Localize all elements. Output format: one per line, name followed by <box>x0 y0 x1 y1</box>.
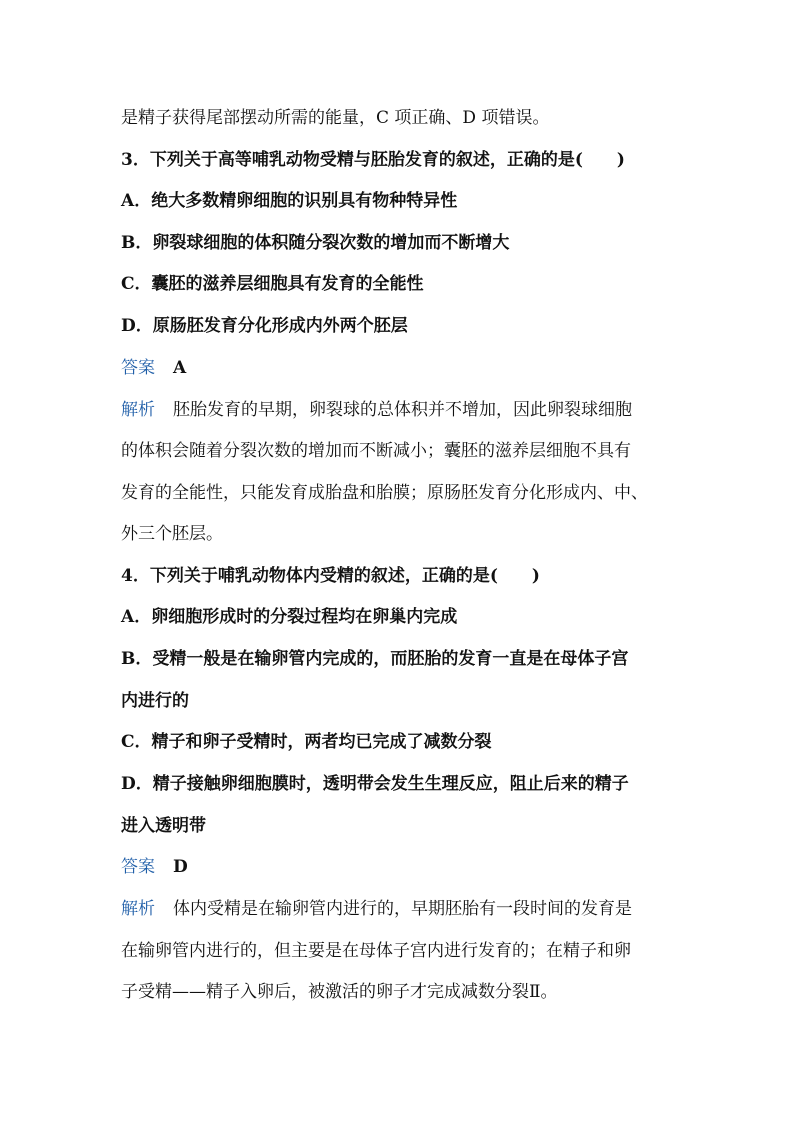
q3-analysis-line: 的体积会随着分裂次数的增加而不断减小；囊胚的滋养层细胞不具有 <box>121 441 631 461</box>
q4-answer-label: 答案 <box>121 857 155 877</box>
q4-option-a: A．卵细胞形成时的分裂过程均在卵巢内完成 <box>121 607 458 627</box>
q3-analysis-label: 解析 <box>121 400 155 420</box>
q3-analysis-row <box>121 399 681 421</box>
q4-option-c: C．精子和卵子受精时，两者均已完成了减数分裂 <box>121 732 492 752</box>
q4-option-d-continued: 进入透明带 <box>121 816 206 836</box>
q3-analysis-line: 发育的全能性，只能发育成胎盘和胎膜；原肠胚发育分化形成内、中、 <box>121 483 648 503</box>
q4-analysis-line: 体内受精是在输卵管内进行的，早期胚胎有一段时间的发育是 <box>173 899 632 919</box>
q4-option-b: B．受精一般是在输卵管内完成的，而胚胎的发育一直是在母体子宫 <box>121 649 629 669</box>
q3-option-d: D．原肠胚发育分化形成内外两个胚层 <box>121 316 408 336</box>
q4-stem: 4．下列关于哺乳动物体内受精的叙述，正确的是( ) <box>121 566 540 586</box>
q4-analysis-row <box>121 898 681 920</box>
q4-analysis-line: 在输卵管内进行的，但主要是在母体子宫内进行发育的；在精子和卵 <box>121 941 631 961</box>
q4-analysis-label: 解析 <box>121 899 155 919</box>
q4-answer-value: D <box>173 857 188 877</box>
q3-option-b: B．卵裂球细胞的体积随分裂次数的增加而不断增大 <box>121 233 510 253</box>
intro-text: 是精子获得尾部摆动所需的能量，C 项正确、D 项错误。 <box>121 108 550 128</box>
q3-answer-label: 答案 <box>121 358 155 378</box>
q3-stem: 3．下列关于高等哺乳动物受精与胚胎发育的叙述，正确的是( ) <box>121 150 625 170</box>
q3-analysis-line: 胚胎发育的早期，卵裂球的总体积并不增加，因此卵裂球细胞 <box>173 400 632 420</box>
q3-answer-value: A <box>173 358 187 378</box>
q4-analysis-line: 子受精——精子入卵后，被激活的卵子才完成减数分裂Ⅱ。 <box>121 982 558 1002</box>
q3-option-c: C．囊胚的滋养层细胞具有发育的全能性 <box>121 274 424 294</box>
q3-answer-row <box>121 357 681 379</box>
q4-option-b-continued: 内进行的 <box>121 691 189 711</box>
q4-option-d: D．精子接触卵细胞膜时，透明带会发生生理反应，阻止后来的精子 <box>121 774 629 794</box>
q4-answer-row <box>121 856 681 878</box>
q3-option-a: A．绝大多数精卵细胞的识别具有物种特异性 <box>121 191 458 211</box>
q3-analysis-line: 外三个胚层。 <box>121 524 223 544</box>
